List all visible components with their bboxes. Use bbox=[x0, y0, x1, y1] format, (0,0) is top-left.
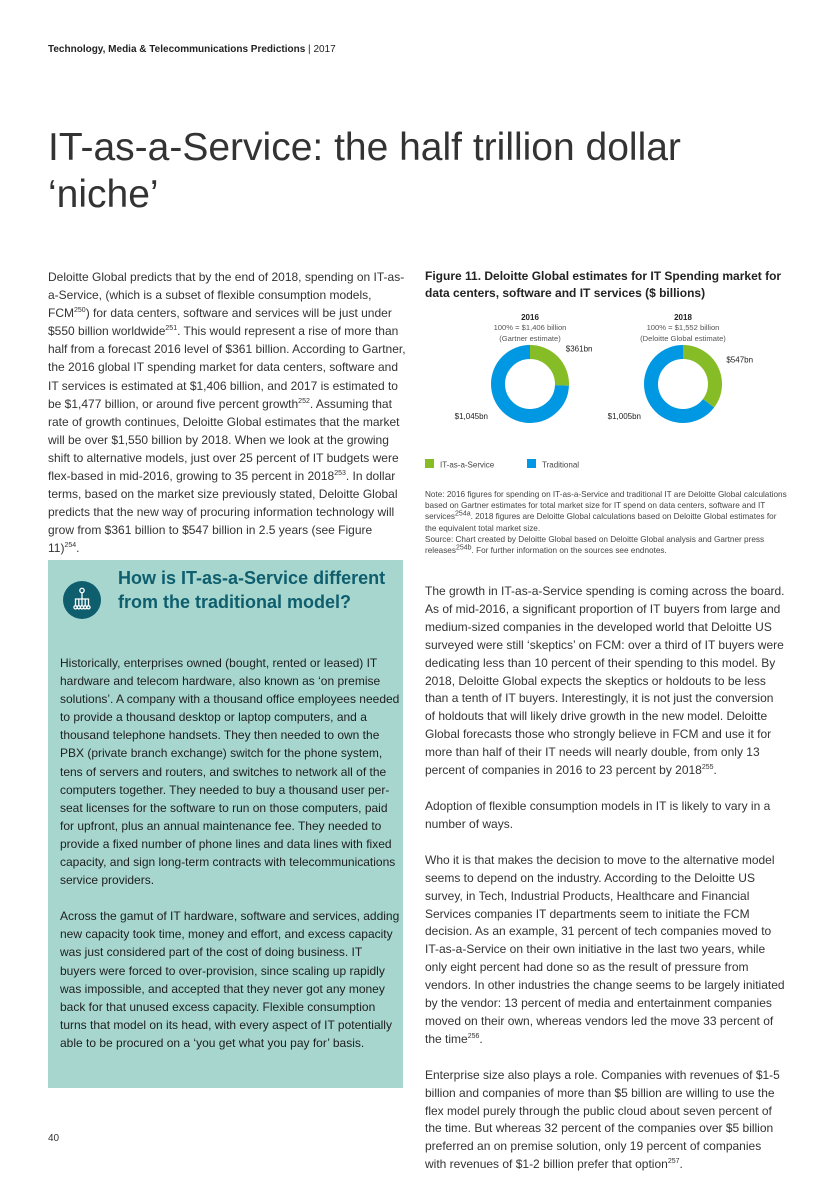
slice-label: $1,045bn bbox=[454, 412, 488, 421]
text-run: ) for data centers, software and services will be just under $550 billion worldwide bbox=[48, 306, 392, 339]
chart-total-label: 100% = $1,406 billion bbox=[493, 323, 567, 332]
header-publication-title: Technology, Media & Telecommunications Predictions bbox=[48, 44, 306, 55]
chart-source-label: (Deloitte Global estimate) bbox=[640, 334, 726, 343]
right-paragraph bbox=[425, 852, 785, 1049]
figure-title: Figure 11. Deloitte Global estimates for IT Spending market for data centers, software and IT services ($ billions) bbox=[425, 269, 782, 300]
text-run: Note: 2016 figures for spending on IT-as-a-Service and traditional IT are Deloitte Global calculations based on Gartner estimates for total market size for IT spend on data centers, software and IT services bbox=[425, 490, 787, 522]
sidebar-box bbox=[48, 560, 403, 1088]
legend-swatch bbox=[425, 459, 434, 468]
legend-swatch bbox=[527, 459, 536, 468]
right-column bbox=[425, 583, 785, 1192]
text-run: Source: Chart created by Deloitte Global based on Deloitte Global analysis and Gartner press releases bbox=[425, 534, 765, 556]
slice-label: $361bn bbox=[565, 344, 593, 354]
text-run: . Assuming that rate of growth continues, Deloitte Global estimates that the market will be over $1,550 billion by 2018. When we look at the growing shift to alternative models, just over 25 percent of IT budgets were flex-based in mid-2016, growing to 35 percent in 2018 bbox=[48, 396, 400, 484]
chart-total-label: 100% = $1,552 billion bbox=[646, 323, 720, 332]
slice-label: $547bn bbox=[726, 355, 754, 365]
text-run: Who it is that makes the decision to move to the alternative model seems to depend on the industry. According to the Deloitte US survey, in Tech, Industrial Products, Healthcare and Financial Services companies IT departments seem to initiate the FCM decision. As an example, 31 percent of tech companies moved to IT-as-a-Service on their own initiative in the last two years, while only eight percent had done so as the result of pressure from vendors. In other industries the change seems to be largely initiated by the vendor: 13 percent of media and entertainment companies moved on their own, whereas vendors led the move 33 percent of the time bbox=[425, 852, 785, 1046]
box-body bbox=[60, 654, 400, 1070]
text-run: . This would represent a rise of more than half from a forecast 2016 level of $361 billion. According to Gartner, the 2016 global IT spending market for data centers, software and IT services is estimated at $1,406 billion, and 2017 is estimated to be $1,477 billion, or around five percent growth bbox=[48, 324, 406, 411]
running-header bbox=[48, 44, 336, 55]
right-paragraph bbox=[425, 583, 785, 780]
legend-label: Traditional bbox=[542, 460, 580, 470]
figure-note bbox=[425, 489, 787, 556]
header-year: 2017 bbox=[313, 44, 336, 55]
intro-paragraph bbox=[48, 268, 406, 558]
text-run: . bbox=[479, 1031, 483, 1046]
right-paragraph bbox=[425, 1067, 785, 1174]
footnote-ref: 250 bbox=[74, 307, 86, 315]
text-run: . bbox=[713, 763, 717, 778]
box-title: How is IT-as-a-Service different from the traditional model? bbox=[118, 568, 386, 613]
page-title: IT-as-a-Service: the half trillion dollar ‘niche’ bbox=[48, 126, 681, 216]
page-number: 40 bbox=[48, 1133, 60, 1144]
text-run: . bbox=[76, 541, 80, 556]
footnote-ref: 252 bbox=[298, 397, 310, 405]
footnote-ref: 254b bbox=[455, 544, 472, 552]
network-hierarchy-icon bbox=[62, 580, 102, 620]
header-separator: | bbox=[308, 44, 311, 55]
footnote-ref: 251 bbox=[165, 325, 178, 333]
footnote-ref: 257 bbox=[667, 1158, 680, 1166]
text-run: . In dollar terms, based on the market size previously stated, Deloitte Global predicts that the new way of procuring information technology will grow from $361 billion to $547 billion in 2.5 years (see Figure 11) bbox=[48, 469, 398, 556]
text-run: . bbox=[679, 1157, 683, 1172]
box-paragraph: Historically, enterprises owned (bought, rented or leased) IT hardware and telecom hardware, also known as ‘on premise solutions’. A company with a thousand office employees needed to provide a thousand desktop or laptop computers, and a thousand telephone handsets. They then needed to own the PBX (private branch exchange) switch for the phone system, tens of servers and routers, and switches to network all of the computers together. They needed to buy a thousand user per-seat licenses for the software to run on those computers, paid for upfront, plus an annual maintenance fee. They needed to provide a fixed number of phone lines and data lines with fixed capacity, and sign long-term contracts with telecommunications service providers. bbox=[60, 656, 400, 888]
footnote-ref: 254 bbox=[64, 542, 77, 550]
box-paragraph: Across the gamut of IT hardware, software and services, adding new capacity took time, money and effort, and excess capacity was just considered part of the cost of doing business. IT buyers were forced to over-provision, since scaling up rapidly was impossible, and accepted that they never got any money back for that unused excess capacity. Flexible consumption turns that model on its head, with every aspect of IT potentially able to be procured on a ‘you get what you pay for’ basis. bbox=[60, 909, 400, 1050]
footnote-ref: 254a bbox=[455, 510, 471, 518]
text-run: Enterprise size also plays a role. Companies with revenues of $1-5 billion and companies of more than $5 billion are willing to use the flex model purely through the public cloud about seven percent of the time. But whereas 32 percent of the companies over $5 billion preferred an on premise solution, only 19 percent of companies with revenues of $1-2 billion prefer that option bbox=[425, 1067, 780, 1172]
footnote-ref: 256 bbox=[467, 1032, 480, 1040]
right-paragraph bbox=[425, 798, 785, 834]
chart-year-label: 2016 bbox=[521, 313, 539, 322]
chart-year-label: 2018 bbox=[674, 313, 692, 322]
footnote-ref: 253 bbox=[334, 470, 346, 478]
donut-charts bbox=[425, 304, 785, 480]
text-run: Adoption of flexible consumption models in IT is likely to vary in a number of ways. bbox=[425, 798, 771, 831]
text-run: The growth in IT-as-a-Service spending is coming across the board. As of mid-2016, a significant proportion of IT buyers from large and medium-sized companies in the developed world that Deloitte US surveyed were still ‘skeptics’ on FCM: over a third of IT buyers were dedicating less than 10 percent of their spending to this model. By 2018, Deloitte Global expects the skeptics or holdouts to be less than a tenth of IT buyers. Interestingly, it is not just the conversion of holdouts that will likely drive growth in the new model. Deloitte Global forecasts those who strongly believe in FCM and use it for more than half of their IT needs will nearly double, from only 13 percent of companies in 2016 to 23 percent by 2018 bbox=[425, 584, 785, 778]
text-run: . For further information on the sources see endnotes. bbox=[471, 546, 667, 556]
footnote-ref: 255 bbox=[701, 764, 714, 772]
legend-label: IT-as-a-Service bbox=[440, 460, 495, 470]
text-run: . 2018 figures are Deloitte Global calculations based on Deloitte Global estimates for the equivalent total market size. bbox=[425, 512, 777, 533]
slice-label: $1,005bn bbox=[607, 412, 641, 421]
text-run: Deloitte Global predicts that by the end of 2018, spending on IT-as-a-Service, (which is a subset of flexible consumption models, FCM bbox=[48, 270, 405, 321]
chart-source-label: (Gartner estimate) bbox=[499, 334, 561, 343]
